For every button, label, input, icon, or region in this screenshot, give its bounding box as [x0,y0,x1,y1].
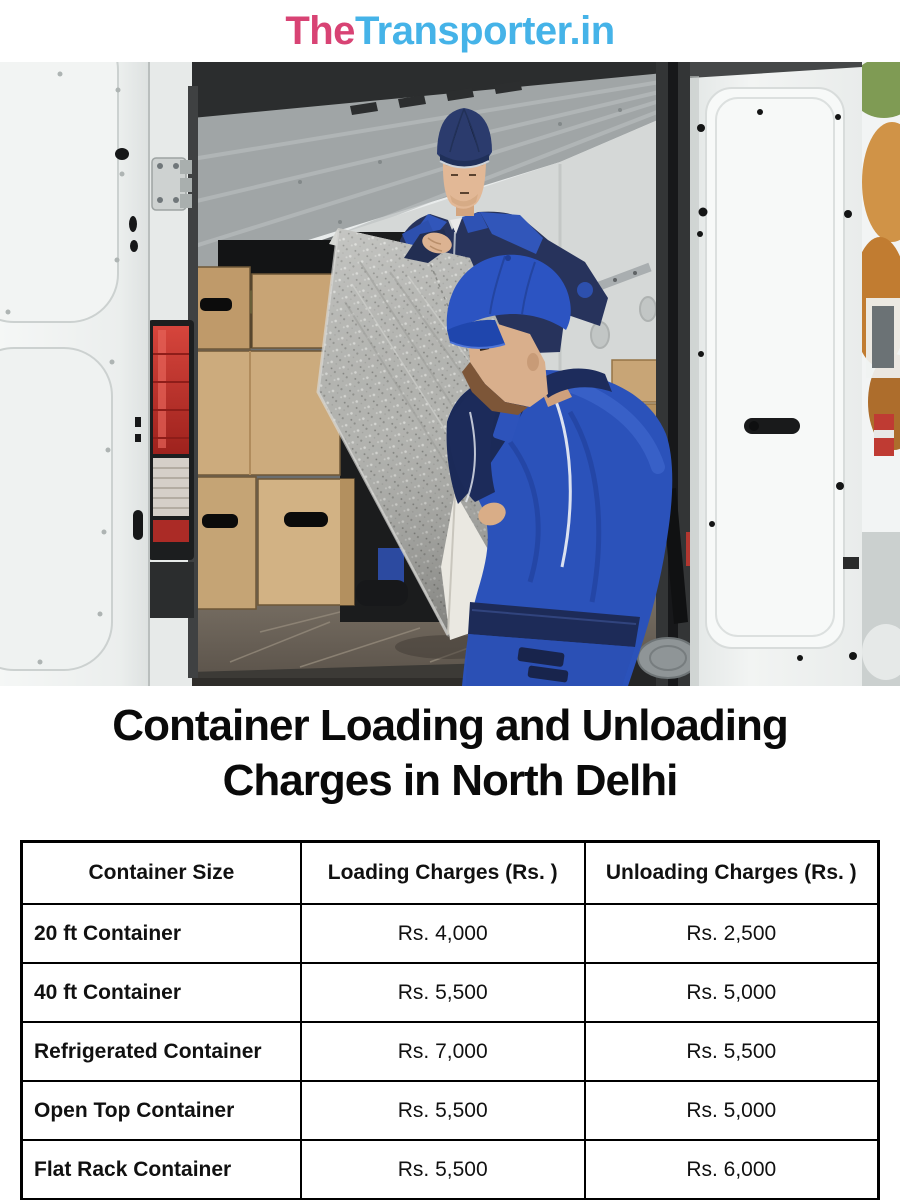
site-logo [285,9,614,54]
cell-loading: Rs. 5,500 [301,1081,585,1140]
cell-size: Open Top Container [22,1081,301,1140]
page-title [0,698,900,808]
cell-unloading: Rs. 2,500 [585,904,879,963]
site-header [0,0,900,62]
header-loading-charges: Loading Charges (Rs. ) [301,842,585,905]
page-title-line1: Container Loading and Unloading [112,701,788,750]
header-container-size: Container Size [22,842,301,905]
table-row [22,1081,879,1140]
cell-size: 20 ft Container [22,904,301,963]
cell-unloading: Rs. 5,500 [585,1022,879,1081]
table-row [22,1022,879,1081]
table-row [22,904,879,963]
cell-loading: Rs. 5,500 [301,963,585,1022]
cell-loading: Rs. 7,000 [301,1022,585,1081]
page-title-line2: Charges in North Delhi [222,756,678,805]
table-row [22,1140,879,1200]
table-row [22,963,879,1022]
logo-the: The [285,8,355,53]
cell-unloading: Rs. 6,000 [585,1140,879,1200]
shoe [356,580,408,606]
cell-loading: Rs. 5,500 [301,1140,585,1200]
cell-size: Flat Rack Container [22,1140,301,1200]
taillight-pillar [146,62,198,686]
cell-loading: Rs. 4,000 [301,904,585,963]
van-loading-photo [0,62,900,686]
left-van-door [0,62,150,686]
taillight [148,320,194,560]
logo-transporter: Transporter.in [354,8,615,53]
cell-unloading: Rs. 5,000 [585,963,879,1022]
cell-size: Refrigerated Container [22,1022,301,1081]
charges-table [20,840,880,1200]
cell-size: 40 ft Container [22,963,301,1022]
header-unloading-charges: Unloading Charges (Rs. ) [585,842,879,905]
hero-photo [0,62,900,686]
table-header-row [22,842,879,905]
right-van-door [690,62,862,686]
cell-unloading: Rs. 5,000 [585,1081,879,1140]
